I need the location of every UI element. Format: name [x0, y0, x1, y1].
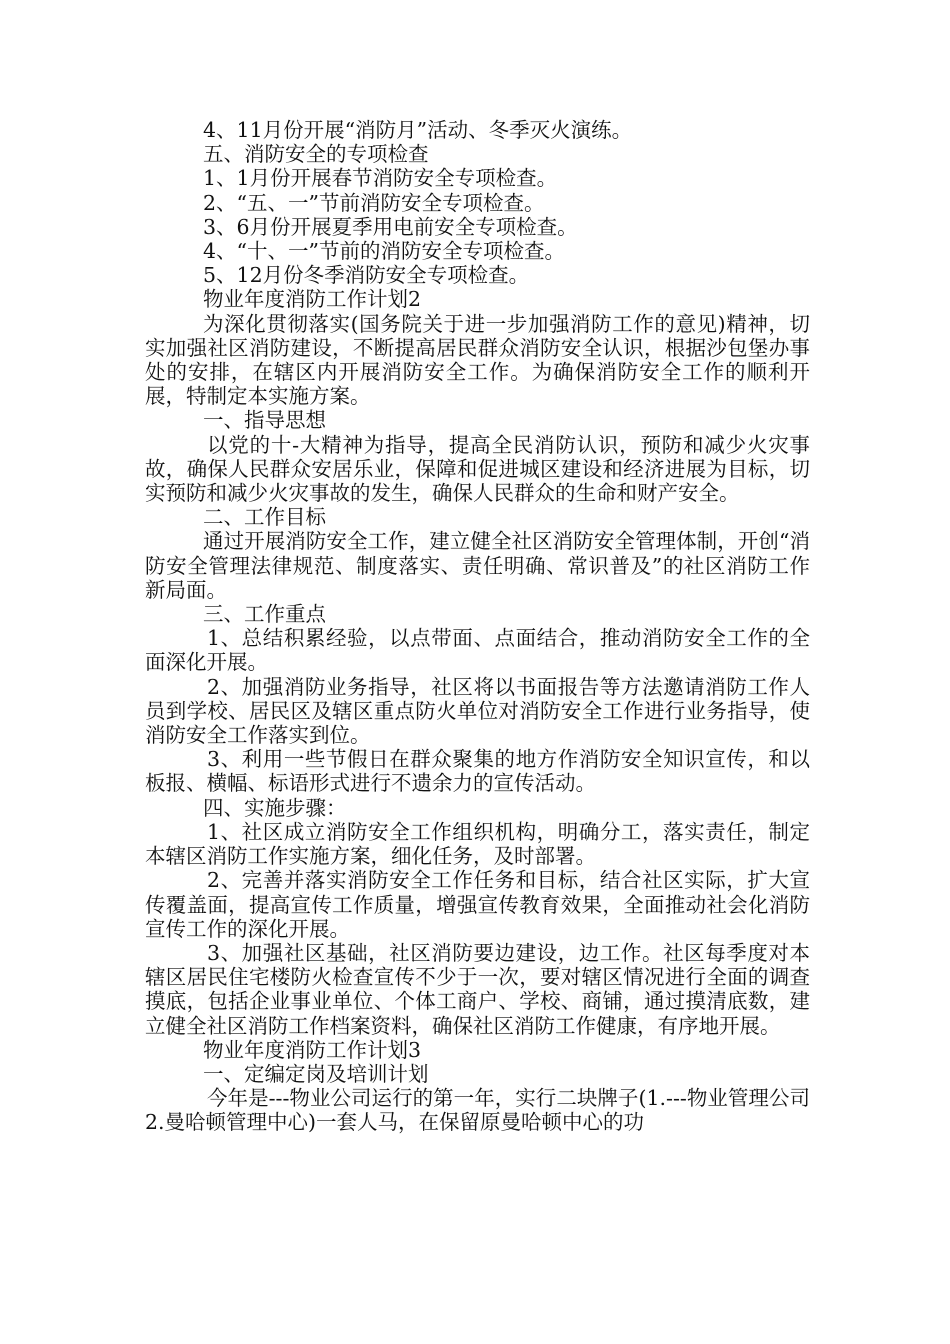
document-paragraph: 通过开展消防安全工作，建立健全社区消防安全管理体制，开创“消防安全管理法律规范、制度落实、责任明确、常识普及”的社区消防工作新局面。	[145, 529, 810, 602]
document-body	[145, 118, 810, 1135]
document-paragraph: 1、1月份开展春节消防安全专项检查。	[203, 166, 558, 191]
document-paragraph: 2、完善并落实消防安全工作任务和目标，结合社区实际，扩大宣传覆盖面，提高宣传工作质量，增强宣传教育效果，全面推动社会化消防宣传工作的深化开展。	[145, 868, 810, 941]
document-paragraph: 2、“五、一”节前消防安全专项检查。	[203, 190, 545, 215]
document-paragraph: 五、消防安全的专项检查	[203, 142, 429, 167]
document-paragraph: 物业年度消防工作计划2	[203, 287, 422, 312]
document-paragraph: 一、指导思想	[203, 408, 326, 433]
document-paragraph: 2、加强消防业务指导，社区将以书面报告等方法邀请消防工作人员到学校、居民区及辖区重点防火单位对消防安全工作进行业务指导，使消防安全工作落实到位。	[145, 674, 810, 748]
document-paragraph: 1、社区成立消防安全工作组织机构，明确分工，落实责任，制定本辖区消防工作实施方案，细化任务，及时部署。	[145, 819, 810, 869]
document-paragraph: 5、12月份冬季消防安全专项检查。	[203, 263, 530, 288]
document-paragraph: 物业年度消防工作计划3	[203, 1037, 422, 1062]
document-paragraph: 3、利用一些节假日在群众聚集的地方作消防安全知识宣传，和以板报、横幅、标语形式进行不遗余力的宣传活动。	[145, 747, 810, 796]
document-paragraph: 4、“十、一”节前的消防安全专项检查。	[203, 239, 566, 264]
document-paragraph: 二、工作目标	[203, 505, 326, 530]
document-paragraph: 1、总结积累经验，以点带面、点面结合，推动消防安全工作的全面深化开展。	[145, 626, 810, 675]
document-paragraph: 为深化贯彻落实(国务院关于进一步加强消防工作的意见)精神，切实加强社区消防建设，不断提高居民群众消防安全认识，根据沙包堡办事处的安排，在辖区内开展消防安全工作。为确保消防安全工作的顺利开展，特制定本实施方案。	[145, 311, 810, 409]
document-paragraph: 3、加强社区基础，社区消防要边建设，边工作。社区每季度对本辖区居民住宅楼防火检查宣传不少于一次，要对辖区情况进行全面的调查摸底，包括企业事业单位、个体工商户、学校、商铺，通过摸清底数，建立健全社区消防工作档案资料，确保社区消防工作健康，有序地开展。	[145, 940, 810, 1038]
document-paragraph: 四、实施步骤：	[203, 795, 347, 820]
document-paragraph: 以党的十-大精神为指导，提高全民消防认识，预防和减少火灾事故，确保人民群众安居乐业，保障和促进城区建设和经济进展为目标，切实预防和减少火灾事故的发生，确保人民群众的生命和财产安全。	[145, 432, 810, 506]
document-paragraph: 三、工作重点	[203, 602, 326, 627]
document-paragraph: 3、6月份开展夏季用电前安全专项检查。	[203, 214, 578, 239]
document-paragraph: 4、11月份开展“消防月”活动、冬季灭火演练。	[203, 118, 633, 142]
document-paragraph: 一、定编定岗及培训计划	[203, 1061, 429, 1086]
document-paragraph: 今年是---物业公司运行的第一年，实行二块牌子(1.---物业管理公司2.曼哈顿管理中心)一套人马，在保留原曼哈顿中心的功	[145, 1086, 810, 1135]
